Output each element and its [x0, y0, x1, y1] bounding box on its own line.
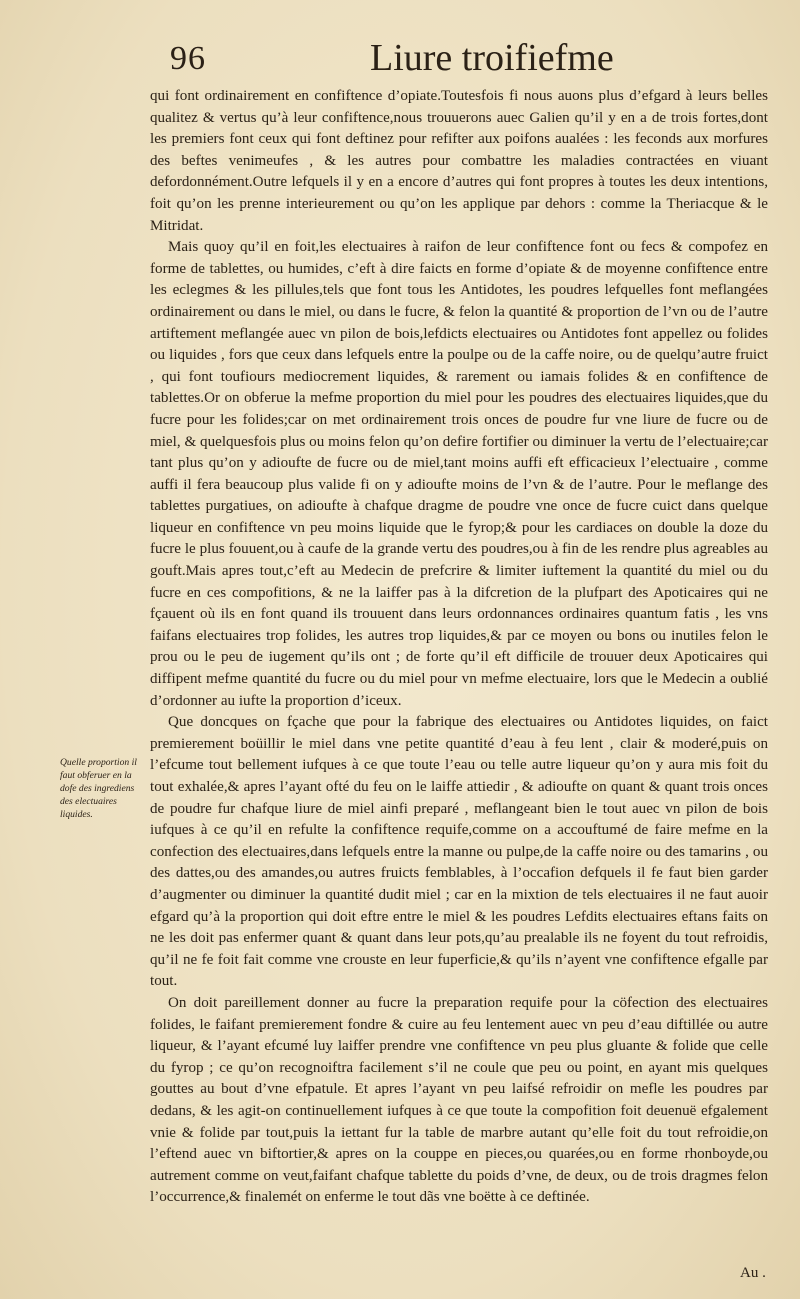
margin-note: Quelle proportion il faut obferuer en la dofe des ingrediens des electuaires liquides.: [60, 757, 137, 820]
page-number: 96: [170, 40, 206, 77]
running-title: Liure troifiefme: [370, 37, 614, 79]
paragraph: qui font ordinairement en confiftence d’opiate.Toutesfois fi nous auons plus d’efgard à leurs belles qualitez & vertus qu’à leur confiftence,nous trouuerons auec Galien qu’il y en a de trois fortes,dont les premiers font ceux qui font deftinez pour refifter aux poifons aualées : les feconds aux morfures des beftes venimeufes , & les autres pour combattre les maladies contractées en viuant defordonnément.Outre lefquels il y en a encore d’autres qui font propres à toutes les deux intentions, foit qu’on les prenne interieurement ou qu’on les applique par dehors : comme la Theriacque & le Mitridat.: [150, 88, 768, 234]
paragraph: Mais quoy qu’il en foit,les electuaires à raifon de leur confiftence font ou fecs & compofez en forme de tablettes, ou humides, c’eft à dire faicts en forme d’opiate & de moyenne confiftence entre les eclegmes & les pillules,tels que font tous les Antidotes, les poudres lefquelles font meflangées ordinairement ou dans le miel, ou dans le fucre, & felon la quantité & proportion de l’vn ou de l’autre artiftement meflangée auec vn pilon de bois,lefdicts electuaires ou Antidotes font appellez ou folides ou liquides , fors que ceux dans lefquels entre la poulpe ou de la caffe noire, ou de quelqu’autre fruict , qui font toufiours mediocrement liquides, & rarement ou iamais folides & en confiftence de tablettes.Or on obferue la mefme proportion du miel pour les poudres des electuaires liquides,que du fucre pour les folides;car on met ordinairement trois onces de poudre fur vne liure de fucre ou de miel, & quelquesfois plus ou moins felon qu’on defire fortifier ou diminuer la vertu de l’electuaire;car tant plus qu’on y adioufte de fucre ou de miel,tant moins auffi eft efficacieux l’electuaire , comme auffi il fera beaucoup plus valide fi on y adioufte moins de l’vn & de l’autre. Pour le meflange des tablettes purgatiues, on adioufte à chafque dragme de poudre vne once de fucre cuict dans quelque liqueur en confiftence vn peu moins liquide que le fyrop;& pour les cardiaces on double la doze du fucre le plus fouuent,ou à caufe de la grande vertu des poudres,ou à fin de les rendre plus agreables au gouft.Mais apres tout,c’eft au Medecin de prefcrire & limiter iuftement la quantité du miel ou du fucre en ces compofitions, & ne la laiffer pas à la difcretion de la plufpart des Apoticaires qui ne fçauent où ils en font quand ils trouuent dans leurs ordonnances ordinaires quantum fatis , les vns faifans electuaires trop folides, les autres trop liquides,& par ce moyen ou bons ou inutiles felon le prou ou le peu de iugement qu’ils ont ; de forte qu’il eft difficile de trouuer deux Apoticaires qui diffipent mefme quantité du fucre ou du miel pour vn mefme electuaire, lors que le Medecin a oublié d’ordonner au iufte la proportion d’iceux.: [150, 239, 768, 709]
body-text: [150, 86, 768, 1209]
page-header: [0, 36, 800, 84]
paragraph: Que doncques on fçache que pour la fabrique des electuaires ou Antidotes liquides, on faict premierement boüillir le miel dans vne petite quantité d’eau à feu lent , clair & moderé,puis on l’efcume tout bellement iufques à ce que toute l’eau ou telle autre liqueur qu’on y aura mis foit du tout exhalée,& apres l’ayant ofté du feu on le laiffe attiedir , & adioufte on quant & quant trois onces de poudre fur chafque liure de miel ainfi preparé , meflangeant bien le tout auec vn pilon de bois iufques à ce qu’il en refulte la confiftence requife,comme on a accouftumé de faire mefme en la confection des electuaires,dans lefquels entre la manne ou pulpe,de la caffe noire ou des tamarins , ou des dattes,ou des amandes,ou autres fruicts femblables, à l’occafion defquels il fe faut bien garder d’augmenter ou diminuer la quantité dudit miel ; car en la mixtion de tels electuaires il ne faut auoir efgard qu’à la proportion qui doit eftre entre le miel & les poudres Lefdits electuaires eftans faits on ne les doit pas enfermer quant & quant dans leur pots,qu’au prealable ils ne foyent du tout refroidis, qu’il ne fe foit fait comme vne crouste en leur fuperficie,& qu’ils n’ayent vne confiftence efgalle par tout.: [150, 714, 768, 990]
catchword: Au .: [740, 1265, 766, 1281]
paragraph: On doit pareillement donner au fucre la preparation requife pour la cöfection des electuaires folides, le faifant premierement fondre & cuire au feu lentement auec vn peu d’eau diftillée ou autre liqueur, & l’ayant efcumé luy laiffer prendre vne confiftence vn peu plus gluante & folide que celle du fyrop ; ce qu’on recognoiftra facilement s’il ne coule que peu ou point, en ayant mis quelques gouttes au bout d’vne efpatule. Et apres l’ayant vn peu laifsé refroidir on mefle les poudres par dedans, & les agit-on continuellement iufques à ce que toute la compofition foit deuenuë efgalement vnie & folide par tout,puis la iettant fur la table de marbre autant qu’elle foit du tout refroidie,on l’eftend auec vn biftortier,& apres on la couppe en pieces,ou quarées,ou en forme rhonboyde,ou autrement comme on veut,faifant chafque tablette du poids d’vne, de deux, ou de trois dragmes felon l’occurrence,& finalemét on enferme le tout dãs vne boëtte à ce deftinée.: [150, 994, 768, 1206]
